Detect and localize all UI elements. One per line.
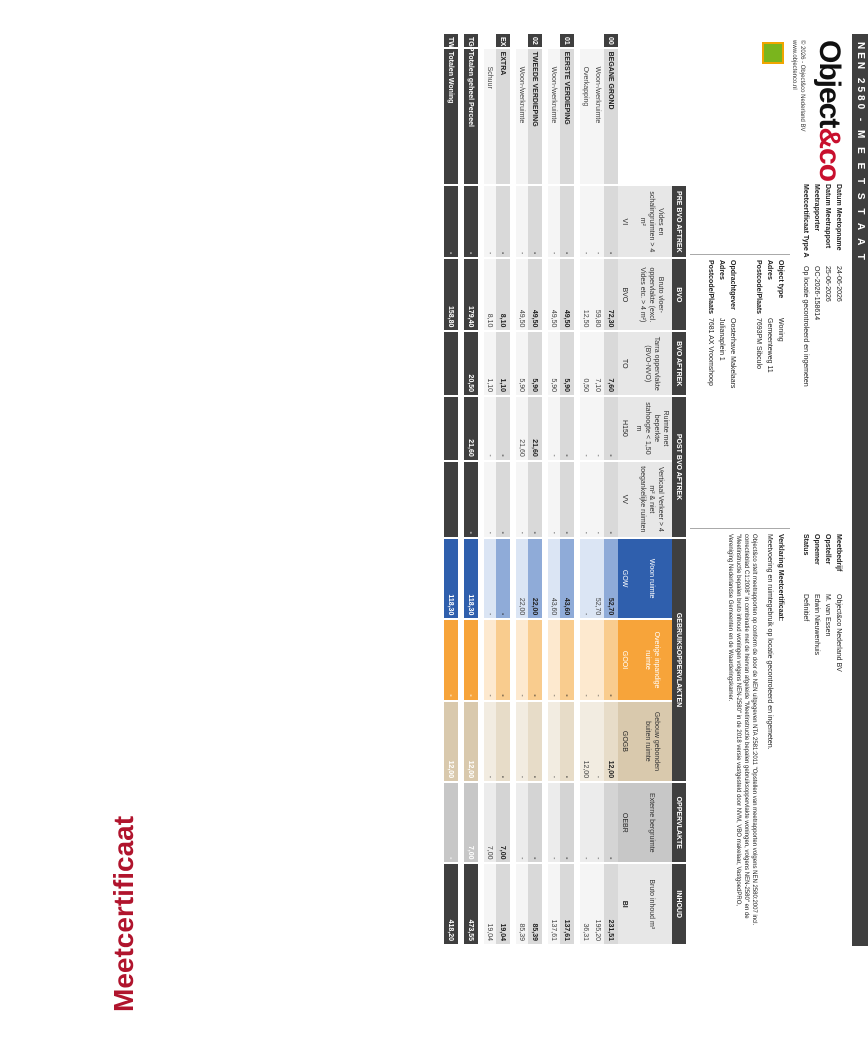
table-cell: 5,90 xyxy=(516,332,528,397)
column-description: Bruto vloer-oppervlakte (excl. Vides etc. > 4 m²) xyxy=(632,259,672,332)
column-description: Overige inpandige ruimte xyxy=(632,620,672,701)
table-cell: 12,50 xyxy=(580,259,592,332)
section-row xyxy=(604,34,618,946)
table-cell: - xyxy=(580,397,592,462)
column-description: Ruimte met beperkte stahoogte < 1,50 m xyxy=(632,397,672,462)
table-cell: - xyxy=(496,462,510,539)
section-row xyxy=(528,34,542,946)
column-code: TO xyxy=(618,332,632,397)
section-row xyxy=(560,34,574,946)
row-name: EERSTE VERDIEPING xyxy=(560,49,574,187)
table-cell: 8,10 xyxy=(484,259,496,332)
table-cell: 43,60 xyxy=(548,539,560,620)
group-header: BVO xyxy=(672,259,686,332)
table-cell: 195,20 xyxy=(592,864,604,946)
table-cell: - xyxy=(484,702,496,783)
totals-row xyxy=(444,34,458,946)
table-cell: - xyxy=(516,783,528,864)
table-cell: - xyxy=(592,620,604,701)
meetstaat-sheet xyxy=(148,34,868,946)
meta-value: OC-2026-158614 xyxy=(813,266,820,321)
table-cell: 49,50 xyxy=(528,259,542,332)
table-cell: - xyxy=(592,702,604,783)
spacer-row xyxy=(542,34,548,946)
meta-label: Opsteller xyxy=(824,534,831,565)
spacer-row xyxy=(574,34,580,946)
row-name: Woon-/werkruimte xyxy=(516,49,528,187)
client-label: Postcode/Plaats xyxy=(707,260,714,315)
row-code: TGP xyxy=(464,34,478,49)
table-cell: 473,55 xyxy=(464,864,478,946)
totals-row xyxy=(464,34,478,946)
row-name: Woon-/werkruimte xyxy=(548,49,560,187)
row-code xyxy=(592,34,604,49)
table-cell: - xyxy=(528,702,542,783)
meta-label: Datum Meetrapport xyxy=(824,184,831,249)
table-cell: 49,50 xyxy=(516,259,528,332)
meta-label: Meetbedrijf xyxy=(835,534,842,572)
table-cell: 5,90 xyxy=(548,332,560,397)
row-code: 00 xyxy=(604,34,618,49)
certificate-badge-icon xyxy=(762,42,784,64)
table-cell: - xyxy=(604,186,618,259)
divider xyxy=(690,254,790,255)
table-cell: 137,61 xyxy=(560,864,574,946)
table-cell: 21,60 xyxy=(516,397,528,462)
company-logo xyxy=(812,40,846,181)
table-cell: - xyxy=(548,397,560,462)
table-cell: - xyxy=(580,186,592,259)
table-cell: - xyxy=(560,783,574,864)
table-cell: - xyxy=(528,620,542,701)
table-cell: - xyxy=(496,186,510,259)
row-code xyxy=(580,34,592,49)
column-description: Gebouw gebonden buiten ruimte xyxy=(632,702,672,783)
table-cell: 22,00 xyxy=(528,539,542,620)
table-cell: - xyxy=(528,186,542,259)
row-code: TW xyxy=(444,34,458,49)
meta-label: Meetcertificaat Type A xyxy=(802,184,809,258)
table-cell: 52,70 xyxy=(592,539,604,620)
column-description: Tarra oppervlakte (BVO-NVO) xyxy=(632,332,672,397)
table-cell: 5,90 xyxy=(528,332,542,397)
table-cell: - xyxy=(484,620,496,701)
table-cell: - xyxy=(484,186,496,259)
table-cell: 179,40 xyxy=(464,259,478,332)
row-name: Totalen Woning xyxy=(444,49,458,187)
object-value: Woning xyxy=(777,318,784,342)
client-value: Oosterhave Makelaars xyxy=(729,318,736,389)
client-info xyxy=(705,260,738,388)
table-cell: 49,50 xyxy=(560,259,574,332)
section-row xyxy=(496,34,510,946)
table-cell: - xyxy=(516,620,528,701)
column-code: GOGB xyxy=(618,702,632,783)
divider xyxy=(690,528,790,529)
row-name: Schuur xyxy=(484,49,496,187)
column-code: VI xyxy=(618,186,632,259)
table-cell: 49,50 xyxy=(548,259,560,332)
table-cell: - xyxy=(516,462,528,539)
table-cell: 20,50 xyxy=(464,332,478,397)
table-cell: - xyxy=(496,397,510,462)
logo-amp: &co xyxy=(813,127,846,182)
copyright-line: © 2026 - Object&co Nederland BV xyxy=(799,40,805,132)
spacer-row xyxy=(478,34,484,946)
page-title: Meetcertificaat xyxy=(108,815,139,1012)
table-cell: 1,10 xyxy=(496,332,510,397)
table-cell: 22,00 xyxy=(516,539,528,620)
table-cell: 19,04 xyxy=(484,864,496,946)
client-label: Opdrachtgever xyxy=(729,260,736,310)
meta-value: 24-06-2026 xyxy=(835,266,842,302)
table-cell: - xyxy=(484,397,496,462)
meta-value: Op locatie gecontroleerd en ingemeten xyxy=(802,266,809,387)
table-cell: - xyxy=(560,702,574,783)
column-description: Externe bergruimte xyxy=(632,783,672,864)
table-cell: - xyxy=(548,620,560,701)
table-cell: 59,80 xyxy=(592,259,604,332)
table-row xyxy=(484,34,496,946)
meetstaat-table xyxy=(444,34,686,946)
row-name: TWEEDE VERDIEPING xyxy=(528,49,542,187)
meta-label: Meetrapporter xyxy=(813,184,820,232)
table-cell: 0,50 xyxy=(580,332,592,397)
meta-label: Datum Meetopname xyxy=(835,184,842,251)
table-cell: - xyxy=(548,186,560,259)
row-name: Woon-/werkruimte xyxy=(592,49,604,187)
table-cell: - xyxy=(444,186,458,259)
table-cell: 85,39 xyxy=(516,864,528,946)
table-cell: - xyxy=(548,462,560,539)
object-label: Postcode/Plaats xyxy=(755,260,762,315)
object-label: Adres xyxy=(766,260,773,280)
table-row xyxy=(516,34,528,946)
row-name: Totalen geheel Perceel xyxy=(464,49,478,187)
meta-value: Object&co Nederland BV xyxy=(835,594,842,672)
website-line: www.objectenco.nl xyxy=(791,40,797,90)
copyright xyxy=(790,40,806,131)
column-description: Verticaal Verkeer > 4 m² & niet toegankelijke ruimten xyxy=(632,462,672,539)
spacer-row xyxy=(510,34,516,946)
row-name: Overkapping xyxy=(580,49,592,187)
row-code: EX xyxy=(496,34,510,49)
table-cell: 7,00 xyxy=(464,783,478,864)
table-cell: - xyxy=(580,783,592,864)
group-header: INHOUD xyxy=(672,864,686,946)
table-cell: 418,20 xyxy=(444,864,458,946)
table-cell: - xyxy=(444,783,458,864)
table-cell xyxy=(444,397,458,462)
row-code xyxy=(484,34,496,49)
table-cell: - xyxy=(580,462,592,539)
table-cell: - xyxy=(560,462,574,539)
spacer-row xyxy=(458,34,464,946)
table-cell: - xyxy=(592,462,604,539)
table-cell: - xyxy=(592,783,604,864)
column-description: Vides en schalingruimten > 4 m² xyxy=(632,186,672,259)
column-description: Woon ruimte xyxy=(632,539,672,620)
declaration-text: Object&co stelt meetrapporten op conform de door de NEN uitgegeven NTA 2581:2011 "Opstellen van meetrapporten volgens NEN 2580:2007 incl. correctieblad C1:2008" in combinatie met de hiervan afgeleide "Meetinstructie bepalen gebruiksoppervlakte woningen, volgens NEN-2580" en de "Meetinstructie bepalen bruto inhoud woningen volgens NEN-2580" in de 2018 versie vastgesteld door NVM, VBO makelaar, VastgoedPRO, Vereniging Nederlandse Gemeenten en de Waarderingskamer. xyxy=(727,534,757,926)
table-cell: 12,00 xyxy=(604,702,618,783)
table-cell: - xyxy=(560,186,574,259)
declaration-subtitle: Meetvoering en ruimtegebruik op locatie gecontroleerd en ingemeten. xyxy=(766,534,773,750)
column-code: GOOI xyxy=(618,620,632,701)
table-cell: 12,00 xyxy=(444,702,458,783)
row-code xyxy=(516,34,528,49)
group-header: PRE BVO AFTREK xyxy=(672,186,686,259)
client-value: 7681 AX Vroomshoop xyxy=(707,318,714,386)
table-row xyxy=(592,34,604,946)
table-cell: - xyxy=(444,620,458,701)
meta-label: Opnemer xyxy=(813,534,820,565)
table-cell: 118,30 xyxy=(464,539,478,620)
column-code: VV xyxy=(618,462,632,539)
table-cell: 12,00 xyxy=(464,702,478,783)
table-cell: 8,10 xyxy=(496,259,510,332)
declaration xyxy=(726,534,786,934)
column-description-row xyxy=(632,34,672,946)
table-cell: 21,60 xyxy=(464,397,478,462)
group-header-row xyxy=(672,34,686,946)
table-cell: - xyxy=(580,539,592,620)
header-bar: NEN 2580 - M E E T S T A A T xyxy=(852,34,868,946)
table-cell: - xyxy=(604,397,618,462)
column-code: BVO xyxy=(618,259,632,332)
table-cell: 12,00 xyxy=(580,702,592,783)
table-cell: - xyxy=(484,462,496,539)
column-code: H150 xyxy=(618,397,632,462)
meta-right xyxy=(800,534,844,672)
table-cell: 7,00 xyxy=(496,783,510,864)
table-cell: - xyxy=(496,539,510,620)
logo-text: Object xyxy=(813,40,846,128)
table-cell: 21,60 xyxy=(528,397,542,462)
object-value: Gemeenteweg 11 xyxy=(766,318,773,373)
column-description: Bruto inhoud m³ xyxy=(632,864,672,946)
meta-label: Status xyxy=(802,534,809,556)
table-cell: 72,30 xyxy=(604,259,618,332)
table-cell: 7,10 xyxy=(592,332,604,397)
table-cell: - xyxy=(548,702,560,783)
object-info xyxy=(753,260,786,373)
table-cell: - xyxy=(496,620,510,701)
table-cell: - xyxy=(560,397,574,462)
table-cell: 85,39 xyxy=(528,864,542,946)
table-cell: - xyxy=(604,462,618,539)
table-cell: 52,70 xyxy=(604,539,618,620)
table-cell: - xyxy=(528,783,542,864)
table-cell: 1,10 xyxy=(484,332,496,397)
meta-left xyxy=(800,184,844,387)
table-cell: 231,51 xyxy=(604,864,618,946)
meta-value: Edwin Nieuwenhuis xyxy=(813,594,820,656)
column-code: BI xyxy=(618,864,632,946)
table-cell: 158,80 xyxy=(444,259,458,332)
table-cell: - xyxy=(548,783,560,864)
row-name: BEGANE GROND xyxy=(604,49,618,187)
table-cell: - xyxy=(464,186,478,259)
table-cell: - xyxy=(516,186,528,259)
column-code-row xyxy=(618,34,632,946)
column-code: OEBR xyxy=(618,783,632,864)
client-value: Julianaplein 1 xyxy=(718,318,725,361)
client-label: Adres xyxy=(718,260,725,280)
table-cell: - xyxy=(580,620,592,701)
table-cell: - xyxy=(484,539,496,620)
row-code: 01 xyxy=(560,34,574,49)
row-name: EXTRA xyxy=(496,49,510,187)
table-cell: - xyxy=(464,462,478,539)
table-cell: - xyxy=(592,186,604,259)
table-cell xyxy=(444,462,458,539)
group-header: GEBRUIKSOPPERVLAKTEN xyxy=(672,539,686,783)
row-code xyxy=(548,34,560,49)
table-cell: 118,30 xyxy=(444,539,458,620)
table-cell: - xyxy=(496,702,510,783)
group-header: OPPERVLAKTE xyxy=(672,783,686,864)
table-cell: 43,60 xyxy=(560,539,574,620)
table-cell: 7,00 xyxy=(484,783,496,864)
table-cell: - xyxy=(604,620,618,701)
meta-value: M. van Essen xyxy=(824,594,831,637)
object-label: Object type xyxy=(777,260,784,299)
table-cell: - xyxy=(592,397,604,462)
table-cell: 137,61 xyxy=(548,864,560,946)
table-row xyxy=(548,34,560,946)
declaration-title: Verklaring Meetcertificaat: xyxy=(777,534,784,622)
table-cell: - xyxy=(516,702,528,783)
table-cell: - xyxy=(604,783,618,864)
table-cell: - xyxy=(528,462,542,539)
meta-value: Definitief xyxy=(802,594,809,622)
object-value: 7693PM Sibculo xyxy=(755,318,762,369)
table-cell: 7,60 xyxy=(604,332,618,397)
table-cell: 19,04 xyxy=(496,864,510,946)
table-cell xyxy=(444,332,458,397)
table-cell: 5,90 xyxy=(560,332,574,397)
table-row xyxy=(580,34,592,946)
group-header: BVO AFTREK xyxy=(672,332,686,397)
row-code: 02 xyxy=(528,34,542,49)
column-code: GOW xyxy=(618,539,632,620)
table-cell: - xyxy=(560,620,574,701)
table-cell: 36,31 xyxy=(580,864,592,946)
table-cell: - xyxy=(464,620,478,701)
group-header: POST BVO AFTREK xyxy=(672,397,686,539)
meta-value: 25-06-2026 xyxy=(824,266,831,302)
